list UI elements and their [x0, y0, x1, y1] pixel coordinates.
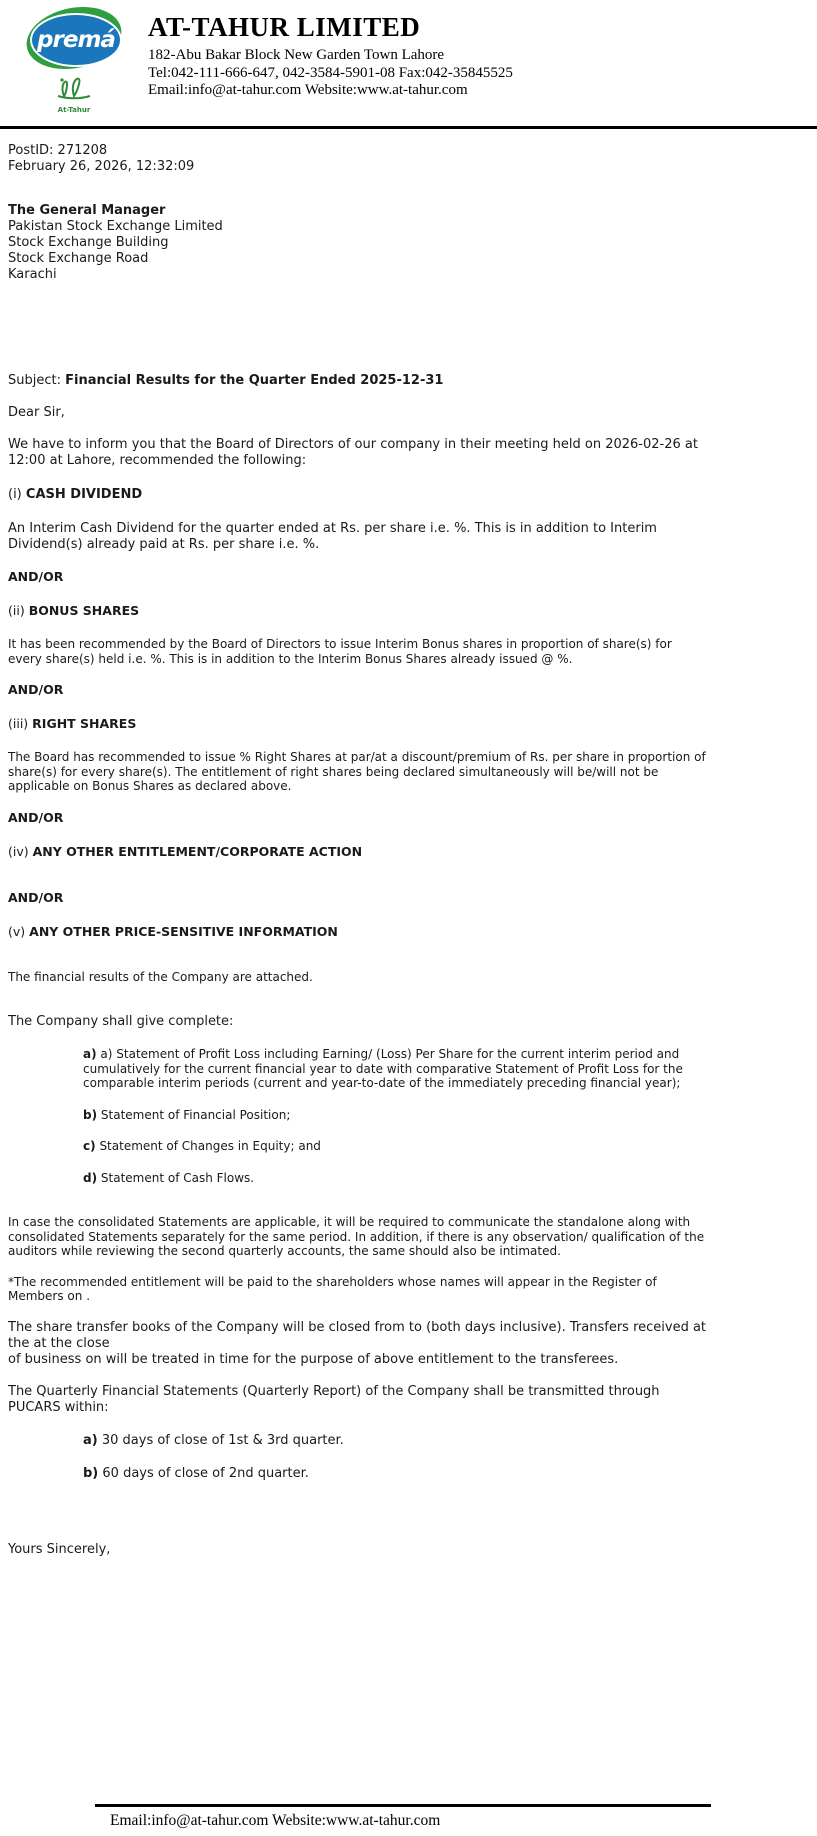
section-cash-dividend-heading [8, 487, 707, 503]
pucars-list-item-a [83, 1433, 707, 1449]
section-bonus-shares-heading [8, 603, 707, 619]
company-name: AT-TAHUR LIMITED [148, 12, 421, 42]
section-number: (iv) [8, 843, 29, 859]
register-of-members-paragraph: *The recommended entitlement will be paid to the shareholders whose names will appear in the Register of Members on . [8, 1274, 657, 1303]
right-shares-paragraph: The Board has recommended to issue % Right Shares at par/at a discount/premium of Rs. per share in proportion of share(s) for every share(s). The entitlement of right shares being declared simultaneously will be/will not be applicable on Bonus Shares as declared above. [8, 750, 706, 793]
subject-title: Financial Results for the Quarter Ended 2025-12-31 [65, 373, 444, 388]
recipient-address [8, 203, 707, 283]
company-email-website: Email:info@at-tahur.com Website:www.at-tahur.com [148, 82, 468, 98]
section-title: RIGHT SHARES [32, 716, 137, 731]
section-number: (v) [8, 923, 26, 939]
statement-list-item-d [83, 1171, 707, 1186]
list-item-text: 60 days of close of 2nd quarter. [102, 1465, 309, 1481]
company-address: 182-Abu Bakar Block New Garden Town Lahore [148, 47, 445, 63]
andor-label-1: AND/OR [8, 569, 64, 584]
prema-logo [26, 8, 122, 70]
section-title: ANY OTHER PRICE-SENSITIVE INFORMATION [29, 923, 338, 939]
recipient-road: Stock Exchange Road [8, 251, 149, 266]
section-right-shares-heading [8, 716, 707, 732]
list-item-label: c) [83, 1139, 96, 1153]
list-item-label: a) [83, 1432, 98, 1448]
andor-label-2: AND/OR [8, 682, 64, 697]
list-item-text: Statement of Financial Position; [100, 1107, 291, 1122]
recipient-org: Pakistan Stock Exchange Limited [8, 219, 223, 234]
page-footer [0, 1804, 817, 1830]
books-paragraph-part2: of business on will be treated in time for the purpose of above entitlement to the transferees. [8, 1351, 619, 1367]
statement-list-item-a [83, 1047, 707, 1091]
section-number: (iii) [8, 716, 29, 731]
salutation: Dear Sir, [8, 405, 65, 420]
section-title: ANY OTHER ENTITLEMENT/CORPORATE ACTION [32, 843, 363, 859]
cash-dividend-paragraph: An Interim Cash Dividend for the quarter ended at Rs. per share i.e. %. This is in addition to Interim Dividend(s) already paid at Rs. per share i.e. %. [8, 521, 657, 552]
list-item-text: Statement of Changes in Equity; and [99, 1139, 321, 1153]
subject-line [8, 373, 707, 389]
letter-body [0, 143, 817, 1558]
section-title: BONUS SHARES [28, 603, 140, 618]
andor-label-4: AND/OR [8, 889, 64, 905]
header-divider [0, 126, 817, 129]
logo-brand-text: premá [37, 27, 115, 53]
consolidated-statements-paragraph: In case the consolidated Statements are applicable, it will be required to communicate the standalone along with consolidated Statements separately for the same period. In addition, if there is any observation/ qualification of the auditors while reviewing the second quarterly accounts, the same should also be intimated. [8, 1215, 705, 1258]
section-title: CASH DIVIDEND [25, 487, 143, 502]
statement-list-item-c [83, 1139, 707, 1154]
logo-oval [30, 13, 122, 67]
footer-email-website: Email:info@at-tahur.com Website:www.at-tahur.com [110, 1812, 441, 1829]
post-datetime: February 26, 2026, 12:32:09 [8, 159, 195, 174]
attahur-calligraphy-icon [18, 72, 130, 114]
statement-list-item-b [83, 1108, 707, 1123]
pucars-paragraph: The Quarterly Financial Statements (Quarterly Report) of the Company shall be transmitted through PUCARS within: [8, 1383, 660, 1415]
books-paragraph-part1: The share transfer books of the Company will be closed from to (both days inclusive). Transfers received at the at the close [8, 1319, 707, 1351]
section-number: (ii) [8, 603, 25, 618]
intro-paragraph: We have to inform you that the Board of Directors of our company in their meeting held on 2026-02-26 at 12:00 at Lahore, recommended the following: [8, 437, 698, 468]
list-item-text: 30 days of close of 1st & 3rd quarter. [101, 1432, 344, 1448]
andor-label-3: AND/OR [8, 809, 64, 825]
bonus-shares-paragraph: It has been recommended by the Board of Directors to issue Interim Bonus shares in proportion of share(s) for every share(s) held i.e. %. This is in addition to the Interim Bonus Shares already issued @ %. [8, 637, 672, 666]
footer-divider [95, 1804, 711, 1807]
post-meta [8, 143, 707, 175]
list-item-text: a) Statement of Profit Loss including Earning/ (Loss) Per Share for the current interim period and cumulatively for the current financial year to date with comparative Statement of Profit Loss for the comparable interim periods (current and year-to-date of the immediately preceding financial year); [83, 1047, 683, 1090]
list-item-label: d) [83, 1170, 98, 1185]
give-complete-paragraph: The Company shall give complete: [8, 1014, 234, 1029]
recipient-city: Karachi [8, 267, 57, 282]
section-price-sensitive-heading [8, 924, 707, 940]
list-item-label: b) [83, 1465, 99, 1481]
section-number: (i) [8, 487, 22, 502]
list-item-label: b) [83, 1107, 98, 1122]
closing-salutation: Yours Sincerely, [8, 1541, 111, 1557]
letterhead [0, 0, 817, 114]
recipient-building: Stock Exchange Building [8, 235, 169, 250]
section-other-entitlement-heading [8, 844, 707, 860]
company-logo [18, 6, 130, 114]
list-item-text: Statement of Cash Flows. [100, 1170, 255, 1185]
recipient-title: The General Manager [8, 203, 166, 218]
company-phone-fax: Tel:042-111-666-647, 042-3584-5901-08 Fax:042-35845525 [148, 64, 513, 81]
company-info [148, 6, 513, 100]
share-transfer-books-paragraph [8, 1320, 707, 1368]
logo-subbrand-text: At-Tahur [57, 106, 91, 114]
pucars-list-item-b [83, 1466, 707, 1482]
subject-label: Subject: [8, 373, 61, 388]
post-id: PostID: 271208 [8, 143, 108, 158]
results-attached-paragraph: The financial results of the Company are attached. [8, 969, 313, 984]
list-item-label: a) [83, 1047, 97, 1061]
